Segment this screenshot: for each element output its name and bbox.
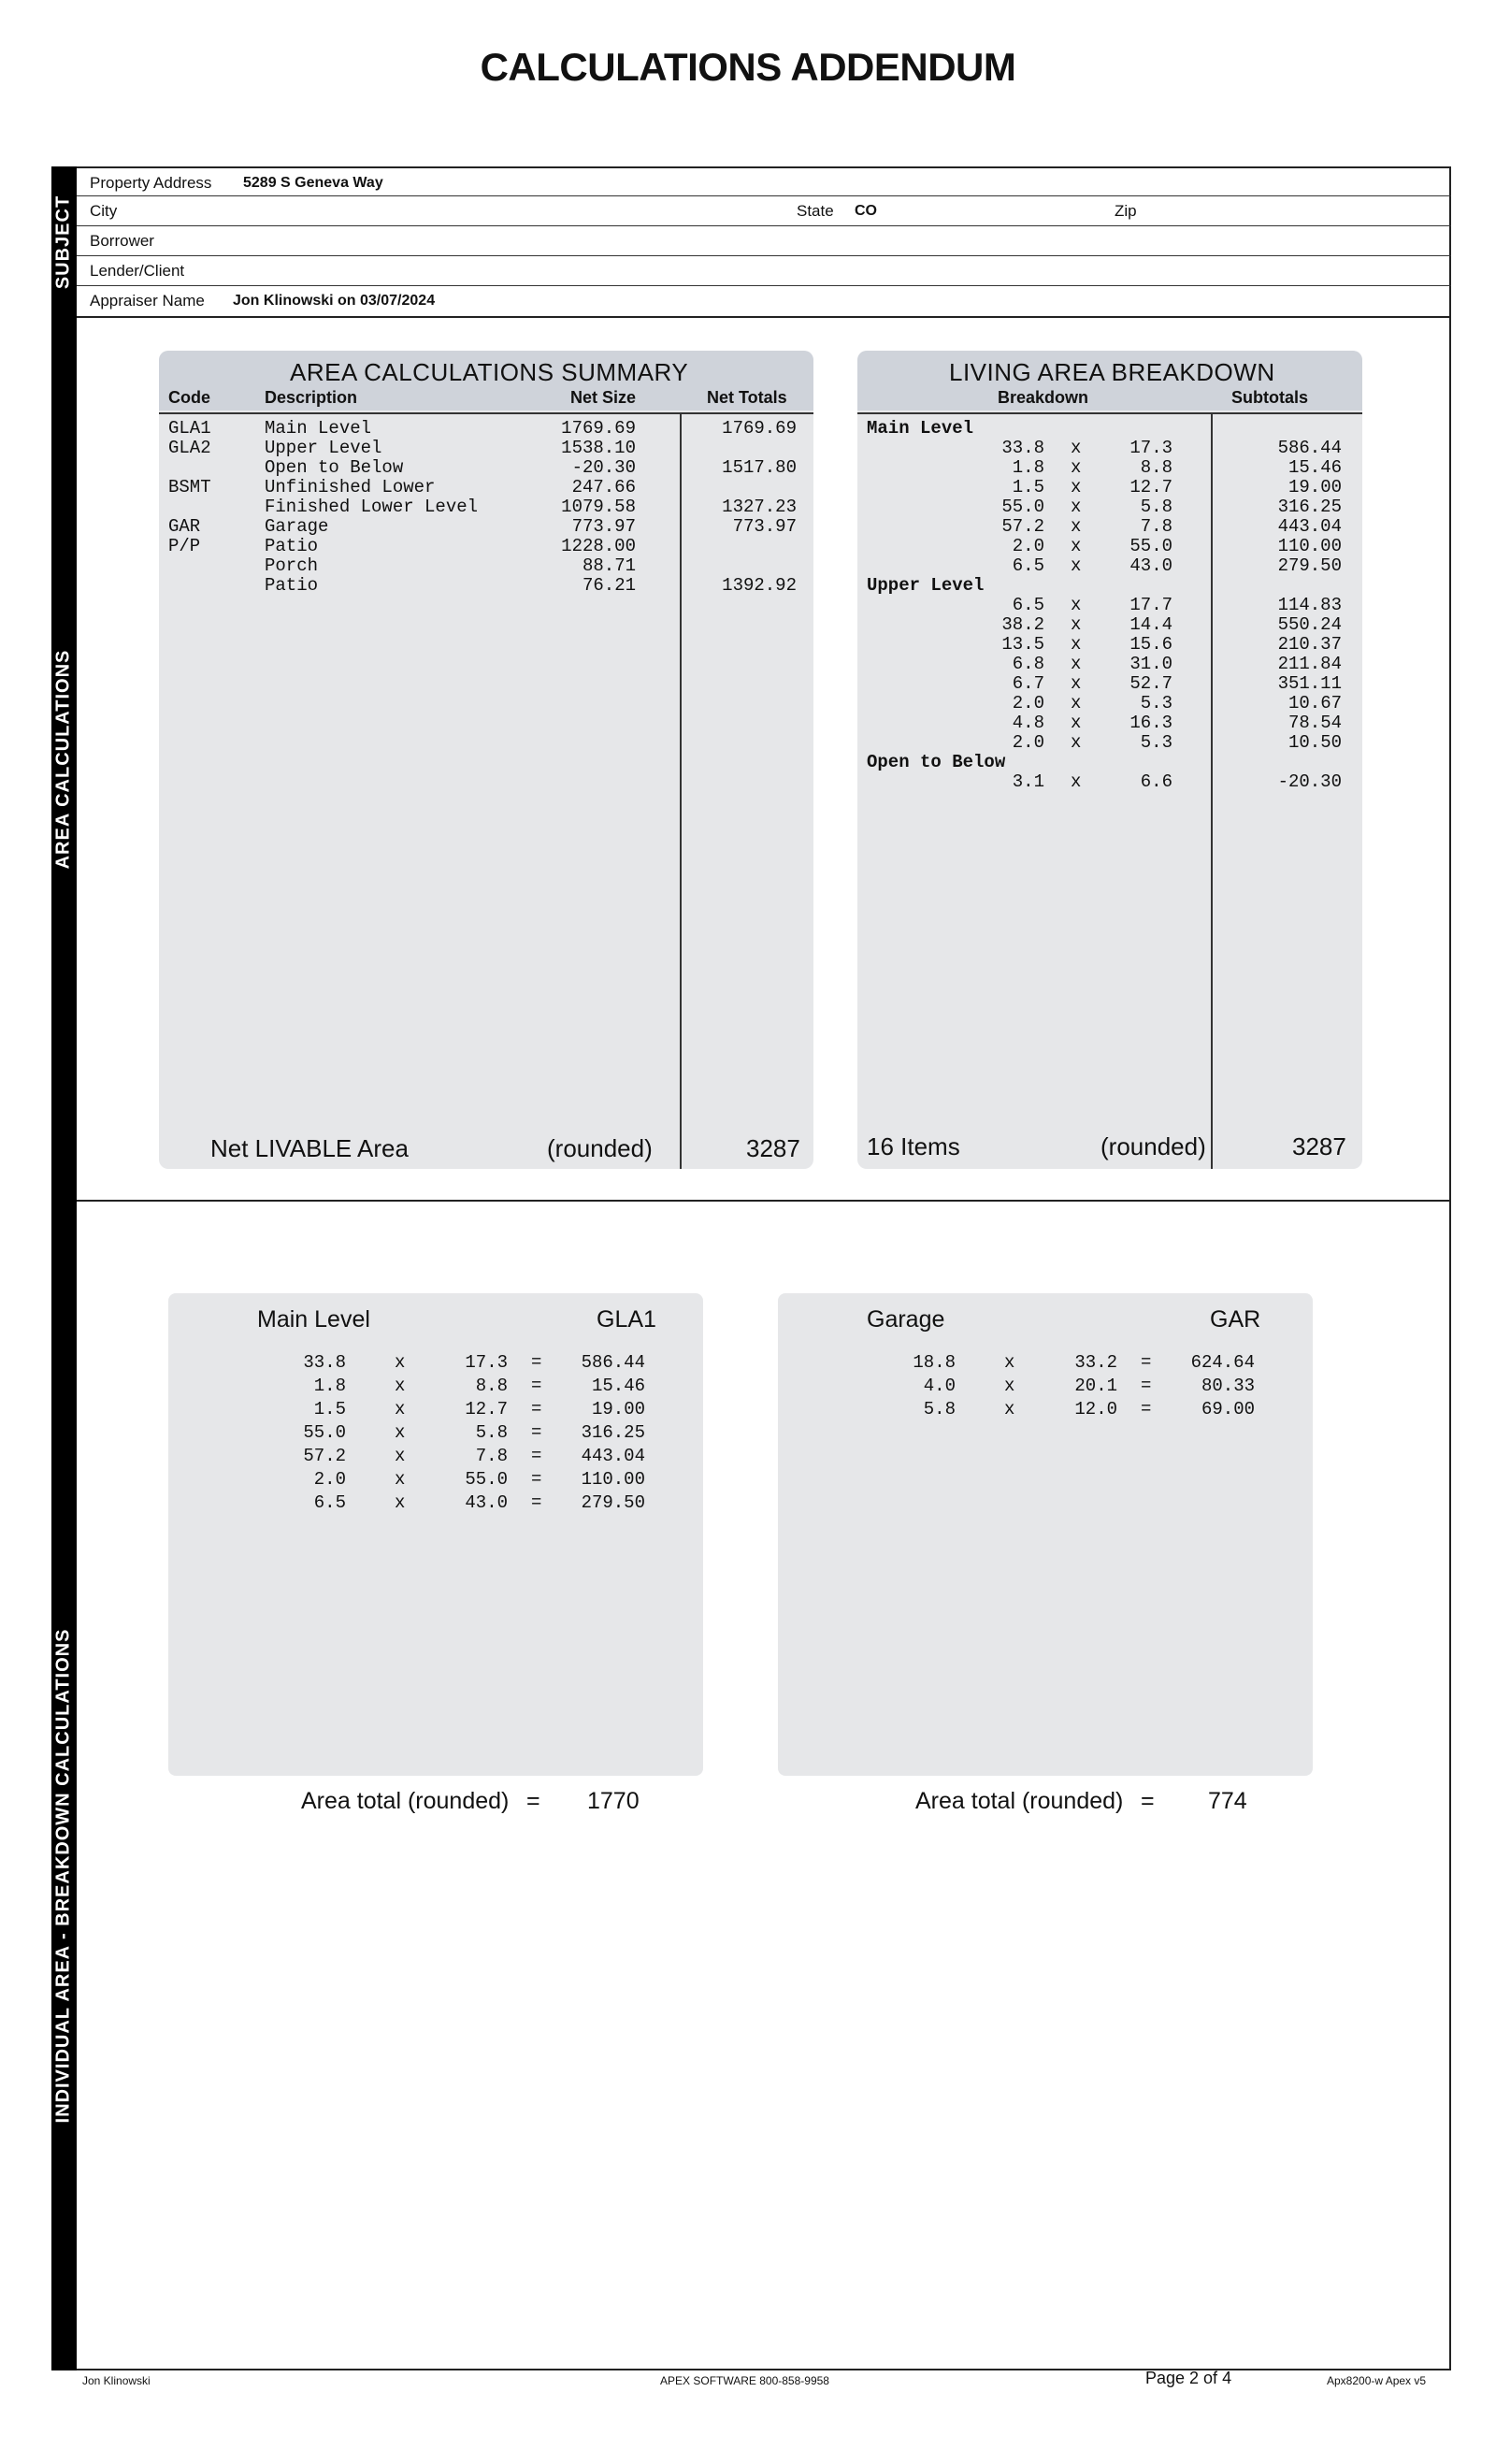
calc-row: [168, 1421, 703, 1445]
breakdown-width: 43.0: [1129, 555, 1172, 576]
calc-result: 443.04: [581, 1446, 645, 1466]
breakdown-row: [857, 497, 1362, 517]
breakdown-times: x: [1071, 477, 1082, 497]
breakdown-times: x: [1071, 771, 1082, 792]
col-net-totals: Net Totals: [707, 388, 787, 407]
subject-section-bar: [51, 166, 77, 318]
calc-row: [778, 1375, 1313, 1398]
breakdown-times: x: [1071, 438, 1082, 458]
breakdown-width: 5.3: [1140, 732, 1172, 753]
state-label: State: [797, 202, 834, 220]
panel-area-code: GLA1: [597, 1306, 656, 1333]
calc-times: x: [1004, 1399, 1015, 1419]
breakdown-length: 6.8: [1012, 654, 1044, 674]
row-description: Patio: [265, 575, 319, 596]
living-area-breakdown-panel: [857, 351, 1362, 1169]
breakdown-row: [857, 674, 1362, 694]
property-address-row: [77, 166, 1451, 196]
calc-row: [168, 1351, 703, 1375]
row-net-total: 1517.80: [722, 457, 797, 478]
breakdown-length: 38.2: [1001, 614, 1044, 635]
breakdown-width: 8.8: [1140, 457, 1172, 478]
summary-row: [159, 478, 813, 497]
breakdown-heading-row: [857, 576, 1362, 596]
breakdown-row: [857, 596, 1362, 615]
breakdown-items-count: 16 Items: [867, 1132, 960, 1160]
calc-width: 33.2: [1074, 1352, 1117, 1373]
breakdown-subtotal: 15.46: [1287, 457, 1342, 478]
breakdown-subtotal: 443.04: [1277, 516, 1342, 537]
breakdown-length: 6.5: [1012, 595, 1044, 615]
row-description: Main Level: [265, 418, 372, 439]
breakdown-times: x: [1071, 654, 1082, 674]
calc-length: 5.8: [923, 1399, 956, 1419]
individual-section-bar: [51, 1202, 77, 2370]
area-total-equals: =: [1141, 1788, 1155, 1814]
calc-width: 12.0: [1074, 1399, 1117, 1419]
breakdown-subtotal: 211.84: [1277, 654, 1342, 674]
breakdown-heading: Upper Level: [867, 575, 985, 596]
breakdown-row: [857, 694, 1362, 713]
breakdown-times: x: [1071, 595, 1082, 615]
breakdown-row: [857, 517, 1362, 537]
breakdown-times: x: [1071, 536, 1082, 556]
zip-label: Zip: [1115, 202, 1137, 220]
calc-row: [168, 1445, 703, 1468]
calc-times: x: [395, 1399, 406, 1419]
calc-equals: =: [531, 1446, 542, 1466]
summary-row: [159, 537, 813, 556]
row-net-size: -20.30: [571, 457, 636, 478]
breakdown-times: x: [1071, 497, 1082, 517]
breakdown-subtotal: 10.67: [1287, 693, 1342, 713]
calc-length: 33.8: [303, 1352, 346, 1373]
calc-width: 8.8: [475, 1376, 508, 1396]
area-calculations-section-label: AREA CALCULATIONS: [52, 649, 74, 870]
row-code: P/P: [168, 536, 201, 556]
row-net-total: 773.97: [732, 516, 797, 537]
appraiser-row: [77, 286, 1451, 318]
col-subtotals: Subtotals: [1231, 388, 1309, 407]
breakdown-row: [857, 615, 1362, 635]
calc-length: 55.0: [303, 1422, 346, 1443]
calc-equals: =: [531, 1352, 542, 1373]
breakdown-length: 2.0: [1012, 693, 1044, 713]
breakdown-width: 17.7: [1129, 595, 1172, 615]
borrower-label: Borrower: [90, 232, 154, 250]
breakdown-times: x: [1071, 614, 1082, 635]
calc-length: 18.8: [913, 1352, 956, 1373]
breakdown-row: [857, 713, 1362, 733]
row-description: Upper Level: [265, 438, 382, 458]
calc-length: 1.8: [313, 1376, 346, 1396]
col-description: Description: [265, 388, 358, 407]
breakdown-times: x: [1071, 673, 1082, 694]
breakdown-times: x: [1071, 713, 1082, 733]
breakdown-subtotal: 19.00: [1287, 477, 1342, 497]
breakdown-row: [857, 439, 1362, 458]
calc-times: x: [1004, 1352, 1015, 1373]
breakdown-heading: Open to Below: [867, 752, 1006, 772]
footer-form-id: Apx8200-w Apex v5: [1327, 2374, 1427, 2387]
row-description: Garage: [265, 516, 329, 537]
breakdown-row: [857, 537, 1362, 556]
lender-row: [77, 256, 1451, 286]
breakdown-length: 57.2: [1001, 516, 1044, 537]
breakdown-heading-row: [857, 419, 1362, 439]
breakdown-length: 33.8: [1001, 438, 1044, 458]
property-address-value: 5289 S Geneva Way: [243, 175, 383, 191]
row-code: GLA1: [168, 418, 211, 439]
calc-row: [168, 1398, 703, 1421]
breakdown-width: 31.0: [1129, 654, 1172, 674]
calc-length: 4.0: [923, 1376, 956, 1396]
state-value: CO: [855, 203, 877, 219]
footer-appraiser: Jon Klinowski: [82, 2374, 151, 2387]
calc-width: 55.0: [465, 1469, 508, 1490]
calc-width: 5.8: [475, 1422, 508, 1443]
row-code: GLA2: [168, 438, 211, 458]
calc-result: 110.00: [581, 1469, 645, 1490]
area-total-label: Area total (rounded): [915, 1788, 1124, 1814]
breakdown-times: x: [1071, 457, 1082, 478]
individual-section-label: INDIVIDUAL AREA - BREAKDOWN CALCULATIONS: [52, 1628, 74, 2124]
calc-equals: =: [531, 1469, 542, 1490]
breakdown-width: 5.8: [1140, 497, 1172, 517]
breakdown-row: [857, 655, 1362, 674]
breakdown-heading-row: [857, 753, 1362, 772]
row-description: Open to Below: [265, 457, 404, 478]
calc-row: [168, 1375, 703, 1398]
calc-equals: =: [531, 1399, 542, 1419]
summary-row: [159, 439, 813, 458]
col-code: Code: [168, 388, 210, 407]
row-net-size: 1228.00: [561, 536, 636, 556]
appraiser-label: Appraiser Name: [90, 292, 205, 310]
breakdown-width: 14.4: [1129, 614, 1172, 635]
breakdown-length: 3.1: [1012, 771, 1044, 792]
breakdown-width: 52.7: [1129, 673, 1172, 694]
area-summary-header-rule: [159, 412, 813, 414]
summary-row: [159, 458, 813, 478]
summary-row: [159, 576, 813, 596]
calc-times: x: [1004, 1376, 1015, 1396]
summary-row: [159, 419, 813, 439]
summary-row: [159, 556, 813, 576]
breakdown-subtotal: 316.25: [1277, 497, 1342, 517]
calc-width: 7.8: [475, 1446, 508, 1466]
calc-times: x: [395, 1422, 406, 1443]
area-total-label: Area total (rounded): [301, 1788, 510, 1814]
breakdown-subtotal: 351.11: [1277, 673, 1342, 694]
calc-result: 586.44: [581, 1352, 645, 1373]
area-total-value: 1770: [587, 1788, 640, 1814]
breakdown-header-rule: [857, 412, 1362, 414]
row-description: Patio: [265, 536, 319, 556]
calc-equals: =: [531, 1376, 542, 1396]
breakdown-row: [857, 556, 1362, 576]
calc-length: 57.2: [303, 1446, 346, 1466]
net-livable-rounded: (rounded): [547, 1134, 653, 1162]
breakdown-heading: Main Level: [867, 418, 974, 439]
breakdown-row: [857, 458, 1362, 478]
area-summary-panel: [159, 351, 813, 1169]
breakdown-subtotal: 10.50: [1287, 732, 1342, 753]
calc-equals: =: [531, 1492, 542, 1513]
area-total-equals: =: [526, 1788, 540, 1814]
calc-width: 20.1: [1074, 1376, 1117, 1396]
calc-result: 279.50: [581, 1492, 645, 1513]
calc-equals: =: [1141, 1399, 1152, 1419]
individual-panel-main-level: [168, 1293, 703, 1776]
row-net-size: 773.97: [571, 516, 636, 537]
breakdown-times: x: [1071, 516, 1082, 537]
breakdown-times: x: [1071, 732, 1082, 753]
city-label: City: [90, 202, 118, 220]
calc-equals: =: [531, 1422, 542, 1443]
breakdown-width: 5.3: [1140, 693, 1172, 713]
col-net-size: Net Size: [570, 388, 637, 407]
row-net-total: 1327.23: [722, 497, 797, 517]
calc-times: x: [395, 1492, 406, 1513]
calc-result: 80.33: [1201, 1376, 1255, 1396]
calc-times: x: [395, 1352, 406, 1373]
breakdown-rounded: (rounded): [1100, 1132, 1206, 1160]
subject-section-label: SUBJECT: [52, 195, 74, 290]
footer-page-number: Page 2 of 4: [1145, 2369, 1232, 2387]
area-total-value: 774: [1208, 1788, 1247, 1814]
breakdown-length: 6.5: [1012, 555, 1044, 576]
breakdown-length: 1.8: [1012, 457, 1044, 478]
breakdown-length: 2.0: [1012, 536, 1044, 556]
row-net-size: 247.66: [571, 477, 636, 497]
breakdown-length: 1.5: [1012, 477, 1044, 497]
row-net-size: 76.21: [582, 575, 636, 596]
calc-result: 624.64: [1190, 1352, 1255, 1373]
breakdown-times: x: [1071, 555, 1082, 576]
row-description: Unfinished Lower: [265, 477, 436, 497]
breakdown-subtotal: 279.50: [1277, 555, 1342, 576]
breakdown-times: x: [1071, 634, 1082, 655]
row-net-total: 1769.69: [722, 418, 797, 439]
net-livable-value: 3287: [746, 1134, 800, 1162]
area-summary-title: AREA CALCULATIONS SUMMARY: [290, 358, 689, 386]
borrower-row: [77, 226, 1451, 256]
breakdown-width: 55.0: [1129, 536, 1172, 556]
col-breakdown: Breakdown: [998, 388, 1089, 407]
calc-length: 2.0: [313, 1469, 346, 1490]
breakdown-row: [857, 635, 1362, 655]
breakdown-row: [857, 478, 1362, 497]
summary-row: [159, 497, 813, 517]
calc-result: 19.00: [591, 1399, 645, 1419]
breakdown-subtotal: 78.54: [1287, 713, 1342, 733]
lender-label: Lender/Client: [90, 262, 185, 280]
breakdown-width: 7.8: [1140, 516, 1172, 537]
calc-result: 316.25: [581, 1422, 645, 1443]
calc-width: 17.3: [465, 1352, 508, 1373]
row-description: Porch: [265, 555, 319, 576]
individual-panel-garage: [778, 1293, 1313, 1776]
breakdown-subtotal: 210.37: [1277, 634, 1342, 655]
breakdown-width: 15.6: [1129, 634, 1172, 655]
panel-area-name: Main Level: [257, 1306, 370, 1333]
breakdown-subtotal: -20.30: [1277, 771, 1342, 792]
appraiser-value: Jon Klinowski on 03/07/2024: [233, 293, 436, 309]
panel-area-name: Garage: [867, 1306, 945, 1333]
calc-width: 43.0: [465, 1492, 508, 1513]
calc-times: x: [395, 1446, 406, 1466]
breakdown-width: 17.3: [1129, 438, 1172, 458]
breakdown-subtotal: 114.83: [1277, 595, 1342, 615]
breakdown-length: 2.0: [1012, 732, 1044, 753]
row-net-total: 1392.92: [722, 575, 797, 596]
city-row: [77, 196, 1451, 226]
page-title: CALCULATIONS ADDENDUM: [480, 45, 1016, 89]
breakdown-row: [857, 733, 1362, 753]
breakdown-subtotal: 550.24: [1277, 614, 1342, 635]
calc-times: x: [395, 1469, 406, 1490]
calc-equals: =: [1141, 1376, 1152, 1396]
breakdown-length: 13.5: [1001, 634, 1044, 655]
area-calculations-section-bar: [51, 318, 77, 1202]
breakdown-subtotal: 586.44: [1277, 438, 1342, 458]
row-net-size: 88.71: [582, 555, 636, 576]
calc-length: 1.5: [313, 1399, 346, 1419]
calc-times: x: [395, 1376, 406, 1396]
row-code: BSMT: [168, 477, 211, 497]
net-livable-label: Net LIVABLE Area: [210, 1134, 409, 1162]
breakdown-row: [857, 772, 1362, 792]
living-area-breakdown-title: LIVING AREA BREAKDOWN: [949, 358, 1275, 386]
calc-row: [778, 1351, 1313, 1375]
calc-result: 69.00: [1201, 1399, 1255, 1419]
breakdown-subtotal: 110.00: [1277, 536, 1342, 556]
breakdown-times: x: [1071, 693, 1082, 713]
calc-result: 15.46: [591, 1376, 645, 1396]
breakdown-length: 6.7: [1012, 673, 1044, 694]
row-net-size: 1079.58: [561, 497, 636, 517]
breakdown-length: 4.8: [1012, 713, 1044, 733]
summary-row: [159, 517, 813, 537]
breakdown-length: 55.0: [1001, 497, 1044, 517]
breakdown-width: 16.3: [1129, 713, 1172, 733]
property-address-label: Property Address: [90, 174, 212, 192]
row-code: GAR: [168, 516, 201, 537]
calc-width: 12.7: [465, 1399, 508, 1419]
footer-software: APEX SOFTWARE 800-858-9958: [660, 2374, 829, 2387]
calc-row: [168, 1491, 703, 1515]
calc-equals: =: [1141, 1352, 1152, 1373]
breakdown-width: 12.7: [1129, 477, 1172, 497]
row-description: Finished Lower Level: [265, 497, 479, 517]
calc-row: [168, 1468, 703, 1491]
calc-length: 6.5: [313, 1492, 346, 1513]
breakdown-width: 6.6: [1140, 771, 1172, 792]
row-net-size: 1538.10: [561, 438, 636, 458]
panel-area-code: GAR: [1210, 1306, 1261, 1333]
breakdown-total-value: 3287: [1292, 1132, 1346, 1160]
calc-row: [778, 1398, 1313, 1421]
row-net-size: 1769.69: [561, 418, 636, 439]
